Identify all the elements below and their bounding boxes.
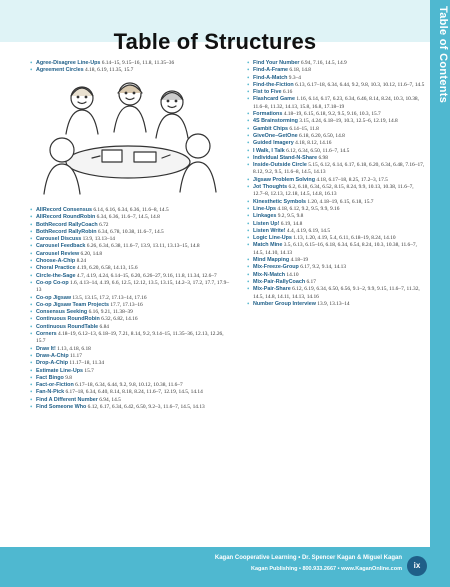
structure-entry [30, 309, 230, 316]
structure-pages: 13.9, 13.13–14 [82, 236, 115, 243]
structure-entry [247, 213, 425, 220]
structure-entry [247, 264, 425, 271]
structure-name: Mix-Pair-RallyCoach [253, 278, 306, 285]
bullet-icon: • [247, 175, 250, 184]
structure-name: Co-op Jigsaw Team Projects [36, 301, 109, 308]
bullet-icon: • [30, 242, 33, 251]
bullet-icon: • [247, 183, 250, 192]
bullet-icon: • [30, 220, 33, 229]
structure-entry [247, 206, 425, 213]
bullet-icon: • [30, 59, 33, 67]
structure-pages: 4.18, 6.19, 11.35, 15.7 [85, 67, 134, 74]
structure-name: Circle-the-Sage [36, 272, 76, 279]
bullet-icon: • [30, 213, 33, 222]
structure-entry [247, 177, 425, 184]
structure-pages: 4.7, 4.19, 4.24, 6.14–15, 6.20, 6.26–27, 9.16, 11.8, 11.34, 12.6–7 [76, 272, 217, 279]
structure-entry [30, 67, 230, 74]
structure-pages: 6.16, 9.21, 11.38–39 [88, 309, 133, 316]
structure-name: Agree-Disagree Line-Ups [36, 60, 101, 66]
structure-entry [30, 222, 230, 229]
structure-entry [30, 331, 230, 346]
structure-pages: 6.19, 14.8 [280, 220, 303, 227]
structure-entry [247, 286, 425, 301]
structure-entry [247, 301, 425, 308]
structure-name: AllRecord Consensus [36, 207, 93, 213]
structure-name: Listen Up! [253, 220, 280, 227]
bullet-icon: • [247, 59, 250, 67]
structure-name: Draw It! [36, 345, 56, 352]
structure-entry [247, 257, 425, 264]
structure-pages: 6.18, 14.8 [289, 67, 311, 74]
structure-entry [30, 258, 230, 265]
structure-entry [247, 184, 425, 199]
structure-name: GiveOne–GetOne [253, 132, 298, 139]
structure-name: Find-A-Match [253, 74, 288, 81]
structure-pages: 6.16 [282, 89, 293, 96]
structure-name: Listen Write! [253, 227, 286, 234]
structure-name: Carousel Discuss [36, 236, 82, 243]
structure-pages: 6.98 [318, 154, 328, 161]
structure-entry [247, 118, 425, 125]
structure-name: Co-op Co-op [36, 279, 69, 286]
bullet-icon: • [30, 315, 33, 324]
structure-entry [30, 382, 230, 389]
structure-name: Match Mine [253, 242, 283, 249]
left-bottom-list [30, 207, 230, 411]
structure-pages: 6.20, 14.8 [80, 250, 103, 257]
bullet-icon: • [30, 206, 33, 214]
structure-entry [30, 397, 230, 404]
structure-name: Continuous RoundRobin [36, 316, 100, 323]
bullet-icon: • [247, 212, 250, 221]
structure-entry [30, 207, 230, 214]
bullet-icon: • [30, 403, 33, 412]
structure-pages: 11.17–18, 11.34 [69, 360, 105, 367]
structure-pages: 1.13, 4.18, 6.18 [57, 345, 91, 352]
structure-entry [30, 273, 230, 280]
bullet-icon: • [30, 330, 33, 339]
structure-pages: 6.17, 9.2, 9.14, 14.13 [300, 264, 347, 271]
structure-pages: 6.94, 14.5 [99, 396, 121, 403]
structure-pages: 13.5, 13.15, 17.2, 17.13–14, 17.16 [72, 294, 147, 301]
structure-entry [247, 155, 425, 162]
structure-pages: 6.34, 6.78, 10.38, 11.6–7, 14.5 [97, 228, 164, 235]
structure-pages: 8.24 [76, 258, 87, 265]
bullet-icon: • [247, 124, 250, 133]
structure-pages: 15.7 [84, 367, 94, 374]
structure-name: Mix-N-Match [253, 271, 286, 278]
structure-name: Jot Thoughts [253, 184, 288, 191]
bullet-icon: • [30, 381, 33, 390]
structure-pages: 6.34, 6.36, 11.6–7, 14.5, 14.8 [96, 214, 160, 221]
structure-name: Individual Stand-N-Share [253, 154, 318, 161]
structure-entry [247, 111, 425, 118]
bullet-icon: • [30, 359, 33, 368]
structure-entry [247, 82, 425, 89]
structure-pages: 6.17–18, 6.34, 6.40, 8.14, 8.18, 8.24, 11.6–7, 12.19, 14.5, 14.14 [65, 389, 203, 396]
bullet-icon: • [247, 204, 250, 213]
structure-name: Inside-Outside Circle [253, 162, 307, 169]
structure-entry [247, 272, 425, 279]
structure-pages: 1.16, 6.14, 6.17, 6.23, 6.34, 6.46, 8.14, 8.24, 10.3, 10.38, 11.6–8, 11.32, 14.13, 15.8, 16.8, 17.18–19 [253, 96, 419, 110]
structure-name: Estimate Line-Ups [36, 367, 84, 374]
structure-entry [30, 229, 230, 236]
structure-entry [247, 89, 425, 96]
structure-name: Line-Ups [253, 205, 277, 212]
bullet-icon: • [247, 117, 250, 126]
bullet-icon: • [247, 80, 250, 89]
structure-entry [247, 228, 425, 235]
structure-entry [30, 346, 230, 353]
bullet-icon: • [30, 308, 33, 317]
structure-pages: 4.18–19, 6.15, 6.18, 9.2, 9.5, 9.16, 10.3, 15.7 [283, 111, 381, 118]
structure-name: Kinesthetic Symbols [253, 198, 307, 205]
structure-pages: 6.14–15, 9.15–16, 11.8, 11.35–36 [101, 60, 175, 66]
structure-entry [30, 214, 230, 221]
structure-pages: 6.26, 6.34, 6.38, 11.6–7, 13.9, 13.11, 13.13–15, 14.8 [86, 243, 200, 250]
structure-entry [247, 148, 425, 155]
structure-pages: 9.2, 9.5, 9.8 [277, 213, 304, 220]
bullet-icon: • [30, 322, 33, 331]
structure-name: Choral Practice [36, 265, 76, 272]
structure-pages: 6.12, 6.17, 6.34, 6.42, 6.50, 9.2–3, 11.6–7, 14.5, 14.13 [87, 404, 205, 411]
structure-pages: 5.15, 6.12, 6.14, 6.17, 6.18, 6.20, 6.34, 6.48, 7.16–17, 8.12, 9.2, 9.5, 11.6–8, 14.5, 14.13 [253, 162, 425, 176]
structure-pages: 6.72 [99, 221, 109, 228]
structure-entry [30, 243, 230, 250]
structure-entry [247, 162, 425, 177]
right-list [247, 60, 425, 308]
bullet-icon: • [30, 257, 33, 266]
structure-entry [30, 404, 230, 411]
structure-name: Mix-Freeze-Group [253, 264, 299, 271]
bullet-icon: • [30, 271, 33, 280]
structure-pages: 3.5, 6.13, 6.15–16, 6.18, 6.34, 6.54, 8.24, 10.3, 10.38, 11.6–7, 14.5, 14.10, 14.13 [253, 242, 417, 256]
structure-pages: 13.9, 13.13–14 [317, 300, 350, 307]
structure-entry [247, 279, 425, 286]
structure-entry [30, 316, 230, 323]
bullet-icon: • [247, 95, 250, 104]
structure-name: Find-the-Fiction [253, 81, 294, 88]
bullet-icon: • [247, 161, 250, 170]
structure-pages: 6.2, 6.18, 6.34, 6.52, 8.15, 8.24, 9.9, 10.13, 10.38, 11.6–7, 12.7–8, 12.13, 12.18, 14.5, 14.8, 16.13 [253, 184, 414, 198]
structure-entry [30, 295, 230, 302]
bullet-icon: • [30, 249, 33, 258]
structure-entry [247, 126, 425, 133]
structure-entry [30, 353, 230, 360]
side-tab-label: Table of Contents [437, 6, 449, 104]
bullet-icon: • [30, 388, 33, 397]
structure-entry [30, 251, 230, 258]
structure-name: Continuous RoundTable [36, 323, 99, 330]
bullet-icon: • [247, 88, 250, 97]
structure-pages: 4.18, 6.17–18, 8.25, 17.2–3, 17.5 [316, 176, 388, 183]
structure-pages: 4.19, 6.20, 6.58, 14.13, 15.6 [76, 265, 138, 272]
structure-entry [247, 67, 425, 74]
structure-pages: 6.17 [306, 278, 316, 285]
structure-entry [247, 199, 425, 206]
structure-name: Guided Imagery [253, 140, 294, 147]
bullet-icon: • [247, 241, 250, 250]
bullet-icon: • [247, 66, 250, 75]
bullet-icon: • [247, 234, 250, 243]
structure-entry [247, 140, 425, 147]
bullet-icon: • [30, 395, 33, 404]
structure-pages: 6.14, 6.16, 6.34, 6.36, 11.6–8, 14.5 [93, 207, 169, 213]
structure-name: Linkages [253, 213, 277, 220]
structure-entry [247, 60, 425, 67]
bullet-icon: • [30, 264, 33, 273]
structure-pages: 4.18, 8.12, 14.16 [295, 140, 332, 147]
structure-entry [247, 133, 425, 140]
structure-name: Find Your Number [253, 60, 300, 66]
structure-entry [247, 75, 425, 82]
structure-pages: 6.84 [99, 323, 109, 330]
bullet-icon: • [30, 300, 33, 309]
structure-name: Choose-A-Chip [36, 258, 76, 265]
structure-pages: 9.3–4 [288, 74, 301, 81]
bullet-icon: • [247, 256, 250, 265]
structure-name: Find-A-Frame [253, 67, 289, 74]
structure-pages: 6.17–18, 6.34, 6.44, 9.2, 9.8, 10.12, 10.38, 11.6–7 [75, 382, 183, 389]
structure-name: Formations [253, 111, 283, 118]
structure-entry [30, 368, 230, 375]
structure-entry [247, 221, 425, 228]
left-top-list [30, 60, 230, 75]
bullet-icon: • [247, 299, 250, 308]
structure-name: Mix-Pair-Share [253, 286, 291, 293]
bullet-icon: • [30, 235, 33, 244]
structure-name: Co-op Jigsaw [36, 294, 72, 301]
structure-name: Drop-A-Chip [36, 360, 69, 367]
structure-name: Fan-N-Pick [36, 389, 65, 396]
structure-entry [30, 375, 230, 382]
bullet-icon: • [30, 293, 33, 302]
bullet-icon: • [247, 219, 250, 228]
bullet-icon: • [247, 146, 250, 155]
bullet-icon: • [247, 131, 250, 140]
structure-name: Draw-A-Chip [36, 352, 69, 359]
structure-entry [30, 324, 230, 331]
structure-pages: 9.8 [65, 374, 72, 381]
structure-pages: 1.6, 4.13–14, 4.19, 6.6, 12.5, 12.12, 13.5, 13.15, 14.2–3, 17.2, 17.7, 17.9–13 [36, 279, 230, 294]
structure-pages: 11.17 [70, 352, 82, 359]
structure-name: Find Someone Who [36, 404, 87, 411]
structure-name: Find A Different Number [36, 396, 98, 403]
bullet-icon: • [247, 139, 250, 148]
structure-pages: 1.20, 4.18–19, 6.15, 6.18, 15.7 [307, 198, 374, 205]
footer-authors: Kagan Cooperative Learning • Dr. Spencer Kagan & Miguel Kagan [214, 555, 402, 561]
bullet-icon: • [247, 277, 250, 286]
bullet-icon: • [247, 285, 250, 294]
bullet-icon: • [247, 153, 250, 162]
structure-name: Number Group Interview [253, 300, 316, 307]
structure-pages: 14.10 [286, 271, 299, 278]
structure-name: Fact Bingo [36, 374, 64, 381]
structure-name: Fact-or-Fiction [36, 382, 74, 389]
structure-entry [30, 60, 230, 67]
structure-pages: 4.18–19 [290, 257, 309, 264]
structure-name: Carousel Review [36, 250, 80, 257]
structure-name: Consensus Seeking [36, 309, 88, 316]
bullet-icon: • [247, 270, 250, 279]
structure-pages: 3.15, 4.24, 6.18–19, 10.3, 12.5–6, 12.19, 14.8 [299, 118, 398, 125]
right-column [247, 60, 425, 308]
structure-pages: 6.32, 6.82, 14.16 [101, 316, 138, 323]
structure-entry [30, 389, 230, 396]
structure-name: Fist to Five [253, 89, 282, 96]
bullet-icon: • [30, 227, 33, 236]
structure-pages: 6.18, 6.20, 6.50, 14.8 [299, 132, 345, 139]
structure-name: Carousel Feedback [36, 243, 86, 250]
structure-name: BothRecord RallyCoach [36, 221, 98, 228]
bullet-icon: • [247, 263, 250, 272]
structure-entry [247, 96, 425, 111]
structure-entry [30, 236, 230, 243]
structure-pages: 6.14–15, 11.8 [289, 125, 319, 132]
bullet-icon: • [30, 66, 33, 75]
bullet-icon: • [247, 226, 250, 235]
structure-name: Gambit Chips [253, 125, 289, 132]
structure-entry [247, 235, 425, 242]
students-at-table-illustration [22, 76, 234, 208]
bullet-icon: • [30, 278, 33, 287]
bullet-icon: • [30, 351, 33, 360]
structure-name: Corners [36, 331, 57, 338]
structure-name: I Walk, I Talk [253, 147, 285, 154]
structure-pages: 17.7, 17.13–16 [110, 301, 143, 308]
bullet-icon: • [247, 197, 250, 206]
structure-entry [30, 265, 230, 272]
structure-pages: 6.94, 7.16, 14.5, 14.9 [300, 60, 347, 66]
structure-name: AllRecord RoundRobin [36, 214, 96, 221]
page-number-badge: ix [407, 556, 427, 576]
bullet-icon: • [30, 344, 33, 353]
structure-pages: 4.4, 4.19, 6.19, 14.5 [286, 227, 331, 234]
structure-pages: 6.12, 6.34, 6.50, 11.6–7, 14.5 [286, 147, 350, 154]
structure-name: Jigsaw Problem Solving [253, 176, 316, 183]
structure-pages: 6.12, 6.19, 6.34, 6.50, 6.56, 9.1–2, 9.9, 9.15, 11.6–7, 11.32, 14.5, 14.8, 14.11, 14.13, 14.16 [253, 286, 420, 300]
structure-name: Flashcard Game [253, 96, 295, 103]
structure-name: Logic Line-Ups [253, 235, 292, 242]
bullet-icon: • [30, 366, 33, 375]
structure-entry [30, 360, 230, 367]
structure-pages: 6.13, 6.17–18, 6.34, 6.44, 9.2, 9.8, 10.3, 10.12, 11.6–7, 14.5 [295, 81, 425, 88]
structure-pages: 1.13, 1.20, 4.19, 5.4, 6.11, 6.18–19, 8.24, 14.10 [293, 235, 396, 242]
structure-name: Agreement Circles [36, 67, 84, 74]
structure-entry [30, 302, 230, 309]
structure-entry [30, 280, 230, 295]
bullet-icon: • [247, 73, 250, 82]
structure-name: BothRecord RallyRobin [36, 228, 97, 235]
footer-publisher: Kagan Publishing • 800.933.2667 • www.KaganOnline.com [251, 566, 402, 572]
page-title: Table of Structures [113, 29, 317, 54]
structure-entry [247, 242, 425, 257]
structure-name: Mind Mapping [253, 257, 290, 264]
bullet-icon: • [247, 110, 250, 119]
structure-name: 4S Brainstorming [253, 118, 298, 125]
structure-pages: 4.18, 6.12, 9.2, 9.5, 9.9, 9.16 [277, 205, 340, 212]
bullet-icon: • [30, 373, 33, 382]
structure-pages: 4.18–19, 6.12–13, 6.18–19, 7.21, 8.14, 9.2, 9.14–15, 11.35–36, 12.13, 12.26, 15.7 [36, 331, 224, 345]
